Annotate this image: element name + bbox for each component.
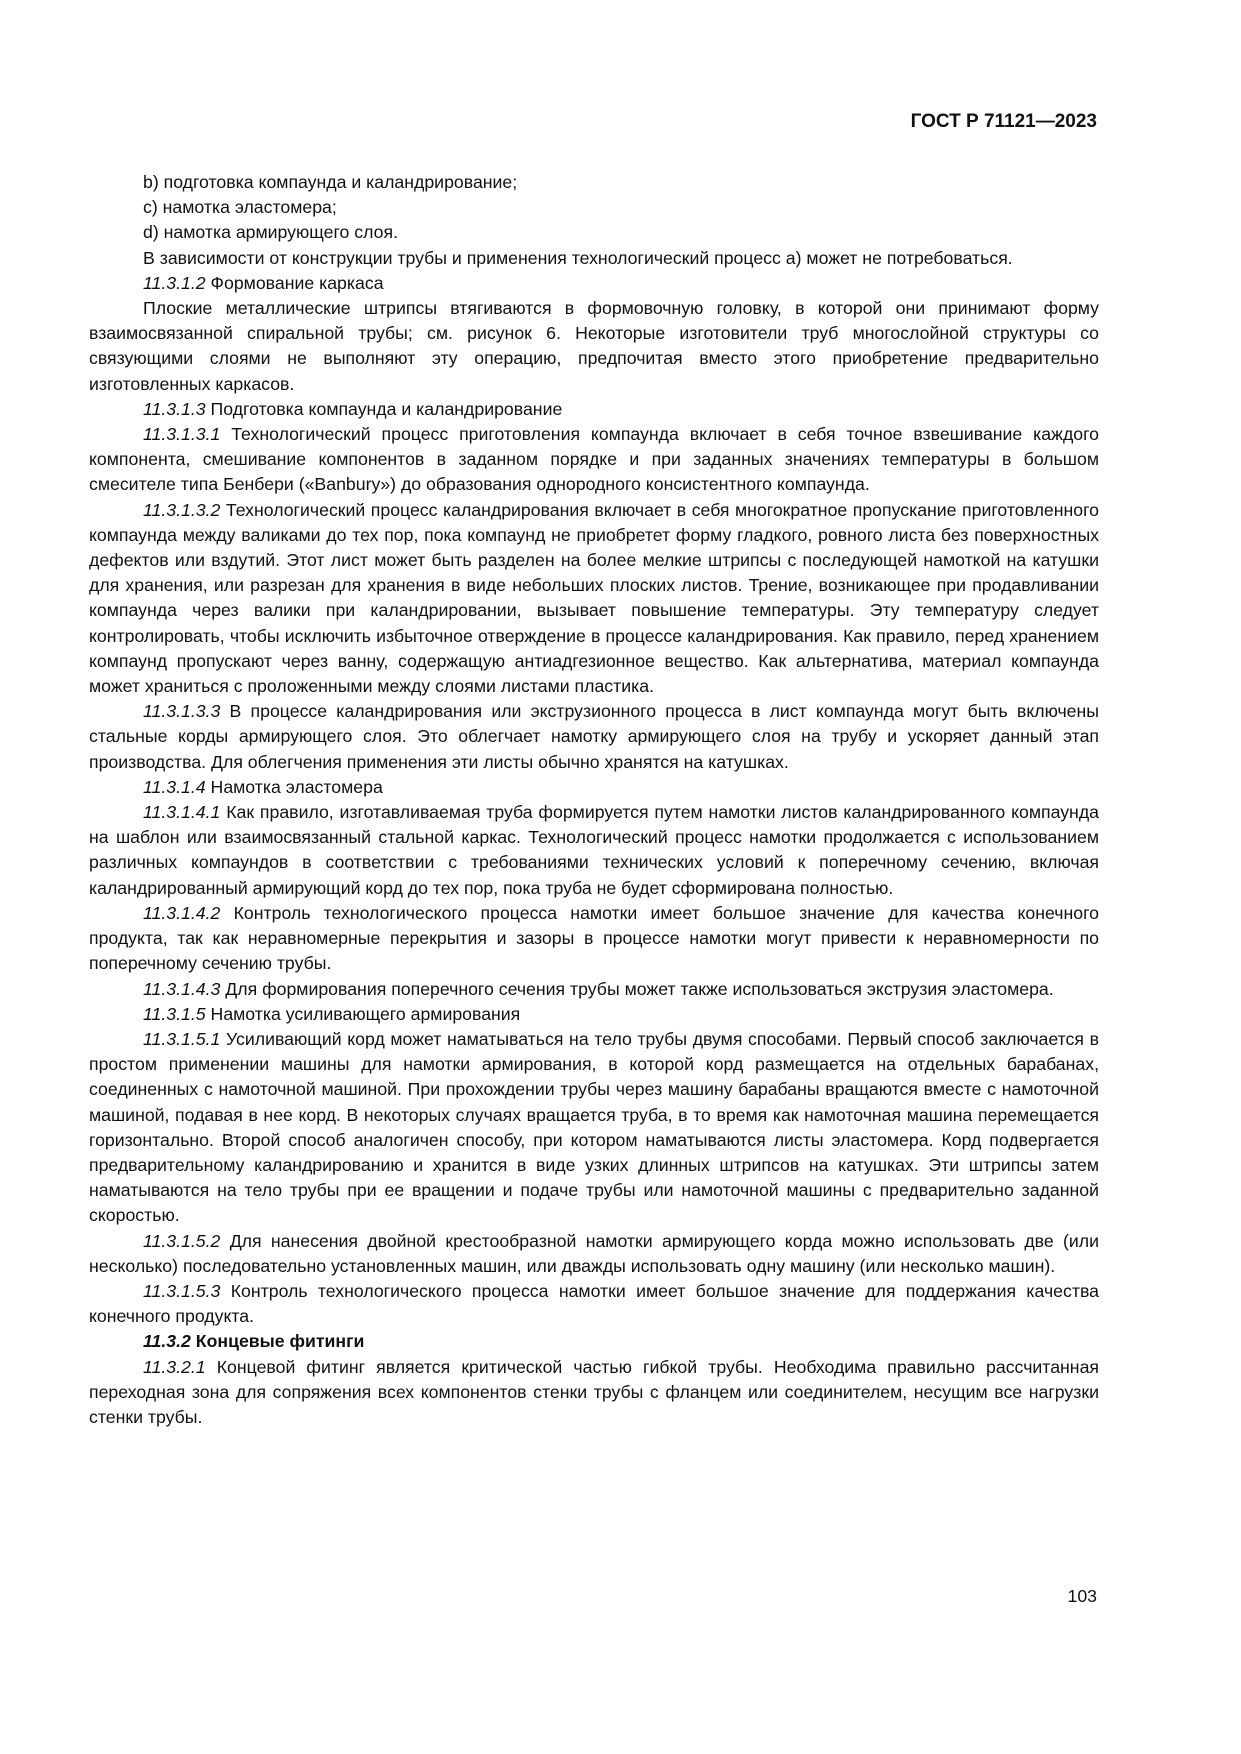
- section-heading: [89, 1329, 1099, 1354]
- paragraph-text: Как правило, изготавливаемая труба формируется путем намотки листов каландрированного компаунда на шаблон или взаимосвязанный стальной каркас. Технологический процесс намотки продолжается с использованием различных компаундов в соответствии с требованиями технических условий к поперечному сечению, включая каландрированный армирующий корд до тех пор, пока труба не будет сформирована полностью.: [89, 802, 1099, 898]
- paragraph-text: Для формирования поперечного сечения трубы может также использоваться экструзия эластомера.: [220, 978, 1054, 999]
- paragraph: [89, 901, 1099, 977]
- list-item: [89, 170, 1099, 195]
- paragraph-text: Усиливающий корд может наматываться на тело трубы двумя способами. Первый способ заключается в простом применении машины для намотки армирования, в которой корд размещается на отдельных барабанах, соединенных с намоточной машиной. При прохождении трубы через машину барабаны вращаются вместе с намоточной машиной, подавая в нее корд. В некоторых случаях вращается труба, в то время как намоточная машина перемещается горизонтально. Второй способ аналогичен способу, при котором наматываются листы эластомера. Корд подвергается предварительному каландрированию и хранится в виде узких длинных штрипсов на катушках. Эти штрипсы затем наматываются на тело трубы при ее вращении и подаче трубы или намоточной машины с предварительно заданной скоростью.: [89, 1028, 1099, 1226]
- clause-number: 11.3.1.3: [143, 398, 206, 419]
- paragraph-text: Формование каркаса: [205, 272, 384, 293]
- paragraph-text: Намотка усиливающего армирования: [205, 1003, 521, 1024]
- paragraph: [89, 422, 1099, 498]
- paragraph-text: d) намотка армирующего слоя.: [143, 222, 398, 243]
- clause-number: 11.3.1.5.3: [143, 1280, 221, 1301]
- paragraph-text: b) подготовка компаунда и каландрирование;: [143, 172, 518, 192]
- clause-number: 11.3.1.3.3: [143, 701, 221, 722]
- paragraph: [89, 1027, 1099, 1229]
- paragraph: [89, 1229, 1099, 1279]
- page-number: 103: [1067, 1586, 1097, 1606]
- clause-number: 11.3.2: [143, 1331, 191, 1352]
- clause-number: 11.3.1.2: [143, 272, 206, 293]
- paragraph: [89, 246, 1099, 271]
- section-heading: [89, 271, 1099, 296]
- standard-code-header: ГОСТ Р 71121—2023: [910, 111, 1097, 132]
- section-heading: [89, 775, 1099, 800]
- paragraph-text: Контроль технологического процесса намотки имеет большое значение для качества конечного продукта, так как неравномерные перекрытия и зазоры в процессе намотки могут привести к неравномерности по поперечному сечению трубы.: [89, 902, 1099, 974]
- paragraph: [89, 1355, 1099, 1431]
- paragraph-text: Намотка эластомера: [205, 776, 383, 797]
- clause-number: 11.3.1.5.1: [143, 1028, 221, 1049]
- document-body: [89, 170, 1099, 1430]
- paragraph-text: Подготовка компаунда и каландрирование: [205, 398, 563, 419]
- paragraph-text: Контроль технологического процесса намотки имеет большое значение для поддержания качества конечного продукта.: [89, 1280, 1099, 1327]
- clause-number: 11.3.1.3.2: [143, 499, 221, 520]
- paragraph: [89, 977, 1099, 1002]
- clause-number: 11.3.1.5.2: [143, 1230, 221, 1251]
- paragraph: [89, 699, 1099, 775]
- list-item: [89, 195, 1099, 220]
- paragraph-text: c) намотка эластомера;: [143, 197, 337, 218]
- paragraph-text: В зависимости от конструкции трубы и применения технологический процесс а) может не потребоваться.: [143, 247, 1013, 268]
- clause-number: 11.3.1.5: [143, 1003, 206, 1024]
- paragraph-text: Технологический процесс каландрирования включает в себя многократное пропускание приготовленного компаунда между валиками до тех пор, пока компаунд не приобретет форму гладкого, ровного листа без поверхностных дефектов или вздутий. Этот лист может быть разделен на более мелкие штрипсы с последующей намоткой на катушки для хранения, или разрезан для хранения в виде небольших плоских листов. Трение, возникающее при продавливании компаунда через валики при каландрировании, вызывает повышение температуры. Эту температуру следует контролировать, чтобы исключить избыточное отверждение в процессе каландрирования. Как правило, перед хранением компаунд пропускают через ванну, содержащую антиадгезионное вещество. Как альтернатива, материал компаунда может храниться с проложенными между слоями листами пластика.: [89, 499, 1099, 697]
- paragraph-text: Для нанесения двойной крестообразной намотки армирующего корда можно использовать две (или несколько) последовательно установленных машин, или дважды использовать одну машину (или несколько машин).: [89, 1230, 1099, 1276]
- clause-number: 11.3.1.4: [143, 776, 206, 797]
- paragraph-text: Технологический процесс приготовления компаунда включает в себя точное взвешивание каждого компонента, смешивание компонентов в заданном порядке и при заданных значениях температуры в большом смесителе типа Бенбери («Banbury») до образования однородного консистентного компаунда.: [89, 424, 1099, 495]
- paragraph: [89, 1279, 1099, 1329]
- paragraph-text: Концевой фитинг является критической частью гибкой трубы. Необходима правильно рассчитанная переходная зона для сопряжения всех компонентов стенки трубы с фланцем или соединителем, несущим все нагрузки стенки трубы.: [89, 1356, 1099, 1427]
- clause-number: 11.3.2.1: [143, 1356, 206, 1377]
- paragraph: [89, 296, 1099, 397]
- clause-number: 11.3.1.4.3: [143, 978, 221, 999]
- paragraph-text: В процессе каландрирования или экструзионного процесса в лист компаунда могут быть включены стальные корды армирующего слоя. Это облегчает намотку армирующего слоя на трубу и ускоряет данный этап производства. Для облегчения применения эти листы обычно хранятся на катушках.: [89, 701, 1099, 772]
- clause-number: 11.3.1.3.1: [143, 424, 221, 445]
- section-heading: [89, 1002, 1099, 1027]
- paragraph: [89, 800, 1099, 901]
- clause-number: 11.3.1.4.1: [143, 802, 221, 823]
- paragraph: [89, 498, 1099, 700]
- paragraph-text: Плоские металлические штрипсы втягиваются в формовочную головку, в которой они принимают форму взаимосвязанной спиральной трубы; см. рисунок 6. Некоторые изготовители труб многослойной структуры со связующими слоями не выполняют эту операцию, предпочитая вместо этого приобретение предварительно изготовленных каркасов.: [89, 298, 1099, 394]
- paragraph-text: Концевые фитинги: [190, 1331, 365, 1352]
- list-item: [89, 220, 1099, 245]
- clause-number: 11.3.1.4.2: [143, 902, 221, 923]
- section-heading: [89, 397, 1099, 422]
